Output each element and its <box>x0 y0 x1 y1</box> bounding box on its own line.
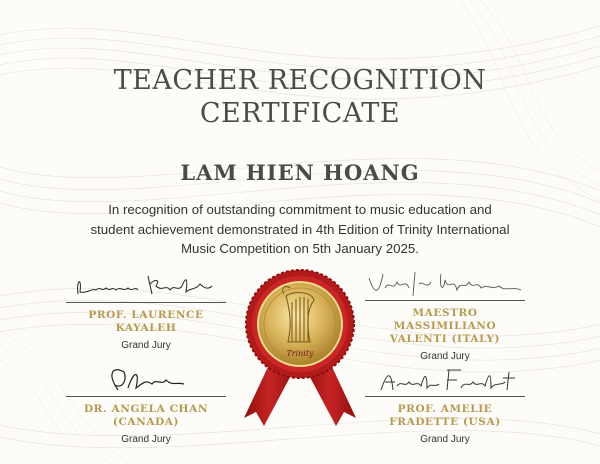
trinity-seal <box>234 266 366 436</box>
signature-block-fradette <box>365 362 525 445</box>
signature-chan <box>66 362 226 396</box>
signature-valenti <box>365 266 525 300</box>
title-line-2: CERTIFICATE <box>199 98 401 129</box>
body-line-1: In recognition of outstanding commitment to music education and <box>108 202 492 217</box>
body-line-2: student achievement demonstrated in 4th Edition of Trinity International <box>90 221 510 237</box>
signatory-role: Grand Jury <box>121 434 171 445</box>
signature-fradette <box>365 362 525 396</box>
signature-line <box>365 396 525 397</box>
recognition-text <box>60 200 540 259</box>
certificate-title <box>0 64 600 130</box>
signature-line <box>66 302 226 303</box>
recipient-name: LAM HIEN HOANG <box>180 160 420 185</box>
signature-block-chan <box>66 362 226 445</box>
signatory-role: Grand Jury <box>420 351 470 362</box>
title-line-1: TEACHER RECOGNITION <box>113 65 487 96</box>
signature-block-kayaleh <box>66 268 226 351</box>
seal-label: Trinity <box>286 349 314 358</box>
signatory-role: Grand Jury <box>420 434 470 445</box>
signature-kayaleh <box>66 268 226 302</box>
signatory-name: DR. ANGELA CHAN (CANADA) <box>83 403 209 428</box>
signatory-name: PROF. AMELIE FRADETTE (USA) <box>389 403 501 428</box>
signatory-name: MAESTRO MASSIMILIANO VALENTI (ITALY) <box>389 307 501 345</box>
signatory-role: Grand Jury <box>121 340 171 351</box>
signatory-name: PROF. LAURENCE KAYALEH <box>88 309 204 334</box>
signature-block-valenti <box>365 266 525 362</box>
body-line-3: Music Competition on 5th January 2025. <box>180 241 419 256</box>
signature-line <box>66 396 226 397</box>
signature-line <box>365 300 525 301</box>
